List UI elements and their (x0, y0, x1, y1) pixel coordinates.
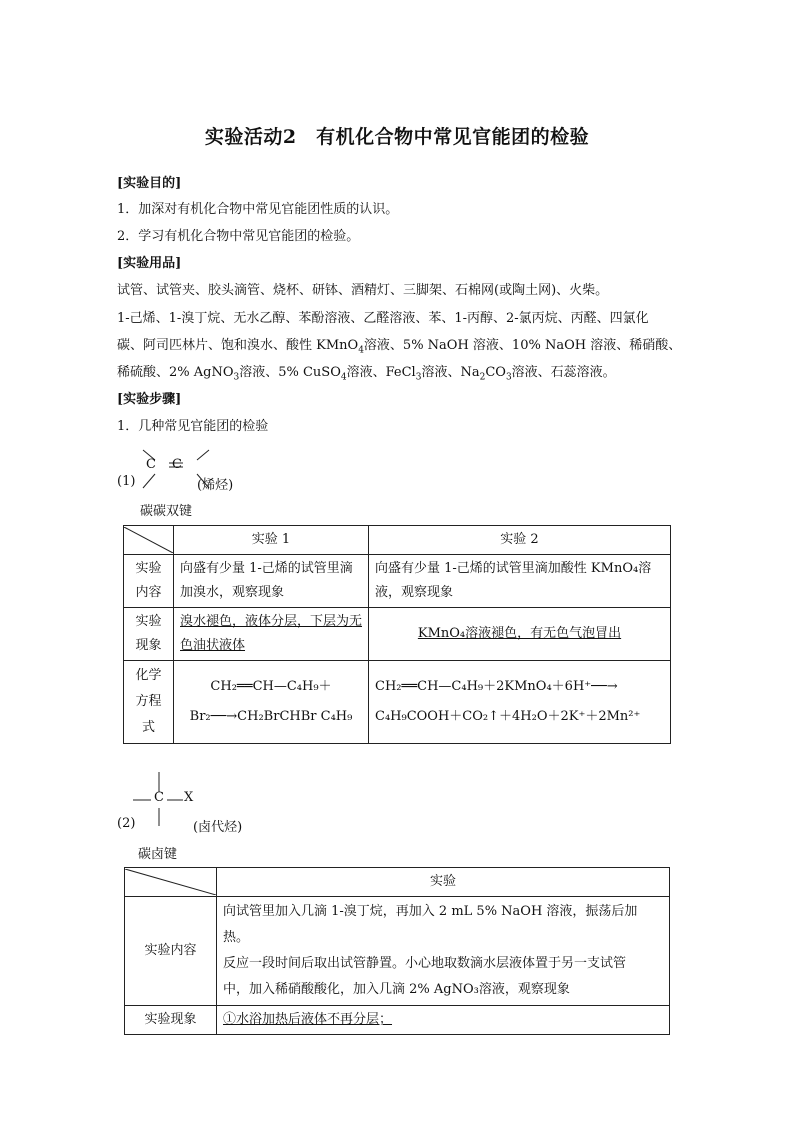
table1-row-label-equation: 化学方程式 (124, 661, 174, 744)
table2-corner (125, 868, 217, 897)
haloalkane-bond-name: 碳卤键 (138, 847, 178, 862)
page-title: 实验活动2 有机化合物中常见官能团的检验 (204, 126, 590, 148)
table2-row-label-content: 实验内容 (125, 897, 217, 1006)
materials-2: 1-己烯、1-溴丁烷、无水乙醇、苯酚溶液、乙醛溶液、苯、1-丙醇、2-氯丙烷、丙醛、四氯化 (117, 311, 649, 326)
table1-row-label-content: 实验内容 (124, 555, 174, 608)
haloalkane-halogen: X (184, 790, 194, 805)
materials-3: 碳、阿司匹林片、饱和溴水、酸性 KMnO$_4$溶液、5% NaOH 溶液、10% NaOH 溶液、稀硝酸、 (117, 338, 682, 356)
haloalkane-name: (卤代烃) (193, 820, 243, 835)
alkene-experiment-table (123, 525, 671, 744)
table1-corner (124, 526, 174, 555)
table1-equation-1: CH₂══CH—C₄H₉＋ Br₂──→CH₂BrCHBr C₄H₉ (174, 661, 369, 744)
section-steps: [实验步骤] (117, 392, 182, 407)
table1-phenomenon-1: 溴水褪色，液体分层，下层为无色油状液体 (174, 608, 369, 661)
diagonal-line (124, 527, 173, 553)
haloalkane-experiment-table (124, 867, 670, 1035)
purpose-1: 1．加深对有机化合物中常见官能团性质的认识。 (117, 202, 399, 217)
table1-content-1: 向盛有少量 1-己烯的试管里滴加溴水，观察现象 (174, 555, 369, 608)
alkene-carbon-2: C (172, 457, 182, 472)
table2-header: 实验 (217, 868, 670, 897)
table1-content-2: 向盛有少量 1-己烯的试管里滴加酸性 KMnO₄溶液，观察现象 (369, 555, 671, 608)
table1-header-1: 实验 1 (174, 526, 369, 555)
alkene-name: (烯烃) (197, 478, 234, 493)
materials-4: 稀硫酸、2% AgNO$_3$溶液、5% CuSO$_4$溶液、FeCl$_3$溶液、$Na_2CO_3$溶液、石蕊溶液。 (117, 365, 616, 383)
haloalkane-label: (2) (117, 816, 136, 831)
haloalkane-carbon: C (154, 790, 164, 805)
table2-row-label-phenomenon: 实验现象 (125, 1006, 217, 1035)
diagonal-line (125, 869, 216, 895)
purpose-2: 2．学习有机化合物中常见官能团的检验。 (117, 229, 360, 244)
table1-header-2: 实验 2 (369, 526, 671, 555)
table2-content: 向试管里加入几滴 1-溴丁烷，再加入 2 mL 5% NaOH 溶液，振荡后加热。 反应一段时间后取出试管静置。小心地取数滴水层液体置于另一支试管 中，加入稀硝酸酸化，加入几滴 2% AgNO₃溶液，观察现象 (217, 897, 670, 1006)
table2-phenomenon: ①水浴加热后液体不再分层； (217, 1006, 670, 1035)
table1-equation-2: CH₂══CH—C₄H₉＋2KMnO₄＋6H⁺──→ C₄H₉COOH＋CO₂↑＋4H₂O＋2K⁺＋2Mn²⁺ (369, 661, 671, 744)
alkene-bond-name: 碳碳双键 (140, 504, 193, 519)
step-1: 1．几种常见官能团的检验 (117, 419, 269, 434)
alkene-label: (1) (117, 474, 136, 489)
alkene-carbon-1: C (146, 457, 156, 472)
section-purpose: [实验目的] (117, 176, 182, 191)
table1-phenomenon-2: KMnO₄溶液褪色，有无色气泡冒出 (369, 608, 671, 661)
materials-1: 试管、试管夹、胶头滴管、烧杯、研钵、酒精灯、三脚架、石棉网(或陶土网)、火柴。 (117, 283, 609, 298)
table1-row-label-phenomenon: 实验现象 (124, 608, 174, 661)
section-materials: [实验用品] (117, 256, 182, 271)
